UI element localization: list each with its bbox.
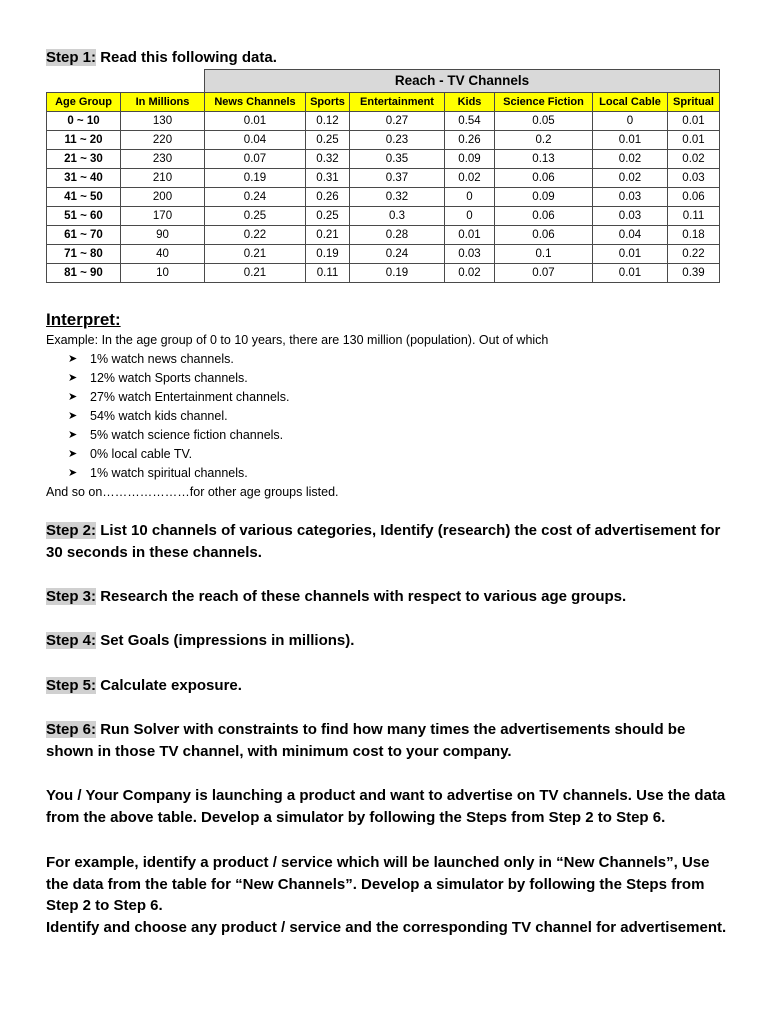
table-cell: 0.04 (593, 226, 668, 245)
step-6-paragraph (46, 719, 736, 762)
table-row (47, 188, 720, 207)
table-row (47, 150, 720, 169)
table-cell: 0.22 (205, 226, 306, 245)
arrowhead-bullet-icon: ➤ (68, 372, 78, 384)
table-cell: 0.11 (668, 207, 720, 226)
table-cell: 0 (445, 207, 495, 226)
table-cell: 130 (121, 112, 205, 131)
col-header-age-group: Age Group (47, 93, 121, 112)
table-cell: 200 (121, 188, 205, 207)
list-item (68, 445, 289, 464)
bullet-text: 1% watch spiritual channels. (90, 466, 248, 480)
age-group-cell: 21 ~ 30 (47, 150, 121, 169)
step-6-text: Run Solver with constraints to find how many times the advertisements should be shown in those TV channel, with minimum cost to your company. (46, 721, 686, 760)
interpret-heading: Interpret: (46, 310, 121, 329)
table-cell: 0.03 (593, 188, 668, 207)
list-item (68, 350, 289, 369)
step-3-tag: Step 3: (46, 588, 97, 605)
table-cell: 170 (121, 207, 205, 226)
interpret-example: Example: In the age group of 0 to 10 years, there are 130 million (population). Out of which (46, 333, 549, 347)
table-cell: 0.24 (205, 188, 306, 207)
table-cell: 0.32 (306, 150, 350, 169)
table-cell: 40 (121, 245, 205, 264)
table-title-row (47, 70, 720, 93)
table-cell: 0.3 (350, 207, 445, 226)
table-cell: 0.19 (350, 264, 445, 283)
step-1-line (46, 47, 277, 68)
table-cell: 0.05 (495, 112, 593, 131)
table-cell: 0.24 (350, 245, 445, 264)
table-cell: 0.13 (495, 150, 593, 169)
col-header-sports: Sports (306, 93, 350, 112)
table-cell: 0.02 (445, 264, 495, 283)
table-cell: 0.35 (350, 150, 445, 169)
table-cell: 0.37 (350, 169, 445, 188)
table-cell: 0.31 (306, 169, 350, 188)
age-group-cell: 0 ~ 10 (47, 112, 121, 131)
age-group-cell: 71 ~ 80 (47, 245, 121, 264)
bullet-text: 1% watch news channels. (90, 352, 234, 366)
table-cell: 0.54 (445, 112, 495, 131)
table-cell: 0.21 (306, 226, 350, 245)
table-cell: 210 (121, 169, 205, 188)
table-body (47, 112, 720, 283)
step-4-paragraph (46, 630, 736, 652)
step-5-text: Calculate exposure. (100, 677, 242, 694)
step-5-tag: Step 5: (46, 677, 97, 694)
table-cell: 230 (121, 150, 205, 169)
step-4-tag: Step 4: (46, 632, 97, 649)
table-row (47, 112, 720, 131)
col-header-entertainment: Entertainment (350, 93, 445, 112)
table-cell: 0.02 (593, 169, 668, 188)
step-6-tag: Step 6: (46, 721, 97, 738)
table-cell: 0.25 (306, 131, 350, 150)
table-cell: 0.21 (205, 245, 306, 264)
table-cell: 0.02 (445, 169, 495, 188)
arrowhead-bullet-icon: ➤ (68, 448, 78, 460)
table-row (47, 131, 720, 150)
step-2-text: List 10 channels of various categories, Identify (research) the cost of advertisement for 30 seconds in these channels. (46, 522, 721, 561)
bullet-text: 0% local cable TV. (90, 447, 193, 461)
table-cell: 0.27 (350, 112, 445, 131)
age-group-cell: 41 ~ 50 (47, 188, 121, 207)
arrowhead-bullet-icon: ➤ (68, 353, 78, 365)
table-cell: 0.26 (445, 131, 495, 150)
table-header-row (47, 93, 720, 112)
table-cell: 0 (445, 188, 495, 207)
table-cell: 0.01 (593, 264, 668, 283)
age-group-cell: 51 ~ 60 (47, 207, 121, 226)
table-cell: 0.23 (350, 131, 445, 150)
col-header-kids: Kids (445, 93, 495, 112)
col-header-science-fiction: Science Fiction (495, 93, 593, 112)
bullet-text: 27% watch Entertainment channels. (90, 390, 290, 404)
list-item (68, 464, 289, 483)
table-cell: 0.07 (495, 264, 593, 283)
age-group-cell: 61 ~ 70 (47, 226, 121, 245)
col-header-in-millions: In Millions (121, 93, 205, 112)
step-1-tag: Step 1: (46, 49, 97, 66)
table-cell: 0.18 (668, 226, 720, 245)
table-row (47, 169, 720, 188)
age-group-cell: 31 ~ 40 (47, 169, 121, 188)
table-cell: 90 (121, 226, 205, 245)
table-cell: 0.25 (205, 207, 306, 226)
step-2-tag: Step 2: (46, 522, 97, 539)
interpret-bullet-list (68, 350, 289, 483)
bullet-text: 12% watch Sports channels. (90, 371, 248, 385)
col-header-spiritual: Spritual (668, 93, 720, 112)
table-row (47, 226, 720, 245)
table-cell: 0.28 (350, 226, 445, 245)
step-3-paragraph (46, 586, 736, 608)
step-1-text: Read this following data. (100, 49, 277, 66)
table-cell: 0.07 (205, 150, 306, 169)
table-cell: 0.25 (306, 207, 350, 226)
list-item (68, 369, 289, 388)
col-header-local-cable: Local Cable (593, 93, 668, 112)
table-cell: 0.02 (593, 150, 668, 169)
table-cell: 0.22 (668, 245, 720, 264)
list-item (68, 407, 289, 426)
table-cell: 0.03 (668, 169, 720, 188)
table-cell: 10 (121, 264, 205, 283)
table-cell: 0.12 (306, 112, 350, 131)
arrowhead-bullet-icon: ➤ (68, 391, 78, 403)
table-cell: 0.19 (205, 169, 306, 188)
table-cell: 220 (121, 131, 205, 150)
table-cell: 0 (593, 112, 668, 131)
table-cell: 0.06 (495, 207, 593, 226)
step-4-text: Set Goals (impressions in millions). (100, 632, 355, 649)
choose-paragraph: Identify and choose any product / service and the corresponding TV channel for advertisement. (46, 919, 727, 936)
table-cell: 0.11 (306, 264, 350, 283)
table-cell: 0.02 (668, 150, 720, 169)
reach-table (46, 69, 720, 283)
age-group-cell: 81 ~ 90 (47, 264, 121, 283)
table-cell: 0.01 (593, 245, 668, 264)
table-cell: 0.21 (205, 264, 306, 283)
arrowhead-bullet-icon: ➤ (68, 467, 78, 479)
arrowhead-bullet-icon: ➤ (68, 429, 78, 441)
table-cell: 0.06 (495, 169, 593, 188)
step-2-paragraph (46, 520, 736, 563)
table-row (47, 264, 720, 283)
step-5-paragraph (46, 675, 736, 697)
table-cell: 0.1 (495, 245, 593, 264)
list-item (68, 388, 289, 407)
table-row (47, 207, 720, 226)
list-item (68, 426, 289, 445)
example-paragraph: For example, identify a product / service which will be launched only in “New Channels”, Use the data from the table for “New Channels”. Develop a simulator by following the Steps from Step 2 to Step 6. (46, 854, 710, 914)
table-cell: 0.01 (668, 112, 720, 131)
table-cell: 0.09 (445, 150, 495, 169)
table-row (47, 245, 720, 264)
bullet-text: 54% watch kids channel. (90, 409, 228, 423)
table-cell: 0.06 (668, 188, 720, 207)
table-cell: 0.06 (495, 226, 593, 245)
table-cell: 0.01 (445, 226, 495, 245)
and-so-on-text: And so on…………………for other age groups listed. (46, 485, 339, 499)
table-cell: 0.26 (306, 188, 350, 207)
table-cell: 0.09 (495, 188, 593, 207)
bullet-text: 5% watch science fiction channels. (90, 428, 284, 442)
table-cell: 0.01 (593, 131, 668, 150)
table-cell: 0.03 (445, 245, 495, 264)
table-cell: 0.01 (668, 131, 720, 150)
table-cell: 0.01 (205, 112, 306, 131)
table-cell: 0.2 (495, 131, 593, 150)
table-cell: 0.04 (205, 131, 306, 150)
instruction-paragraph: You / Your Company is launching a product and want to advertise on TV channels. Use the data from the above table. Develop a simulator by following the Steps from Step 2 to Step 6. (46, 787, 726, 826)
table-cell: 0.19 (306, 245, 350, 264)
table-cell: 0.39 (668, 264, 720, 283)
table-group-title: Reach - TV Channels (205, 70, 720, 93)
age-group-cell: 11 ~ 20 (47, 131, 121, 150)
step-3-text: Research the reach of these channels with respect to various age groups. (100, 588, 627, 605)
arrowhead-bullet-icon: ➤ (68, 410, 78, 422)
table-cell: 0.32 (350, 188, 445, 207)
table-cell: 0.03 (593, 207, 668, 226)
col-header-news-channels: News Channels (205, 93, 306, 112)
